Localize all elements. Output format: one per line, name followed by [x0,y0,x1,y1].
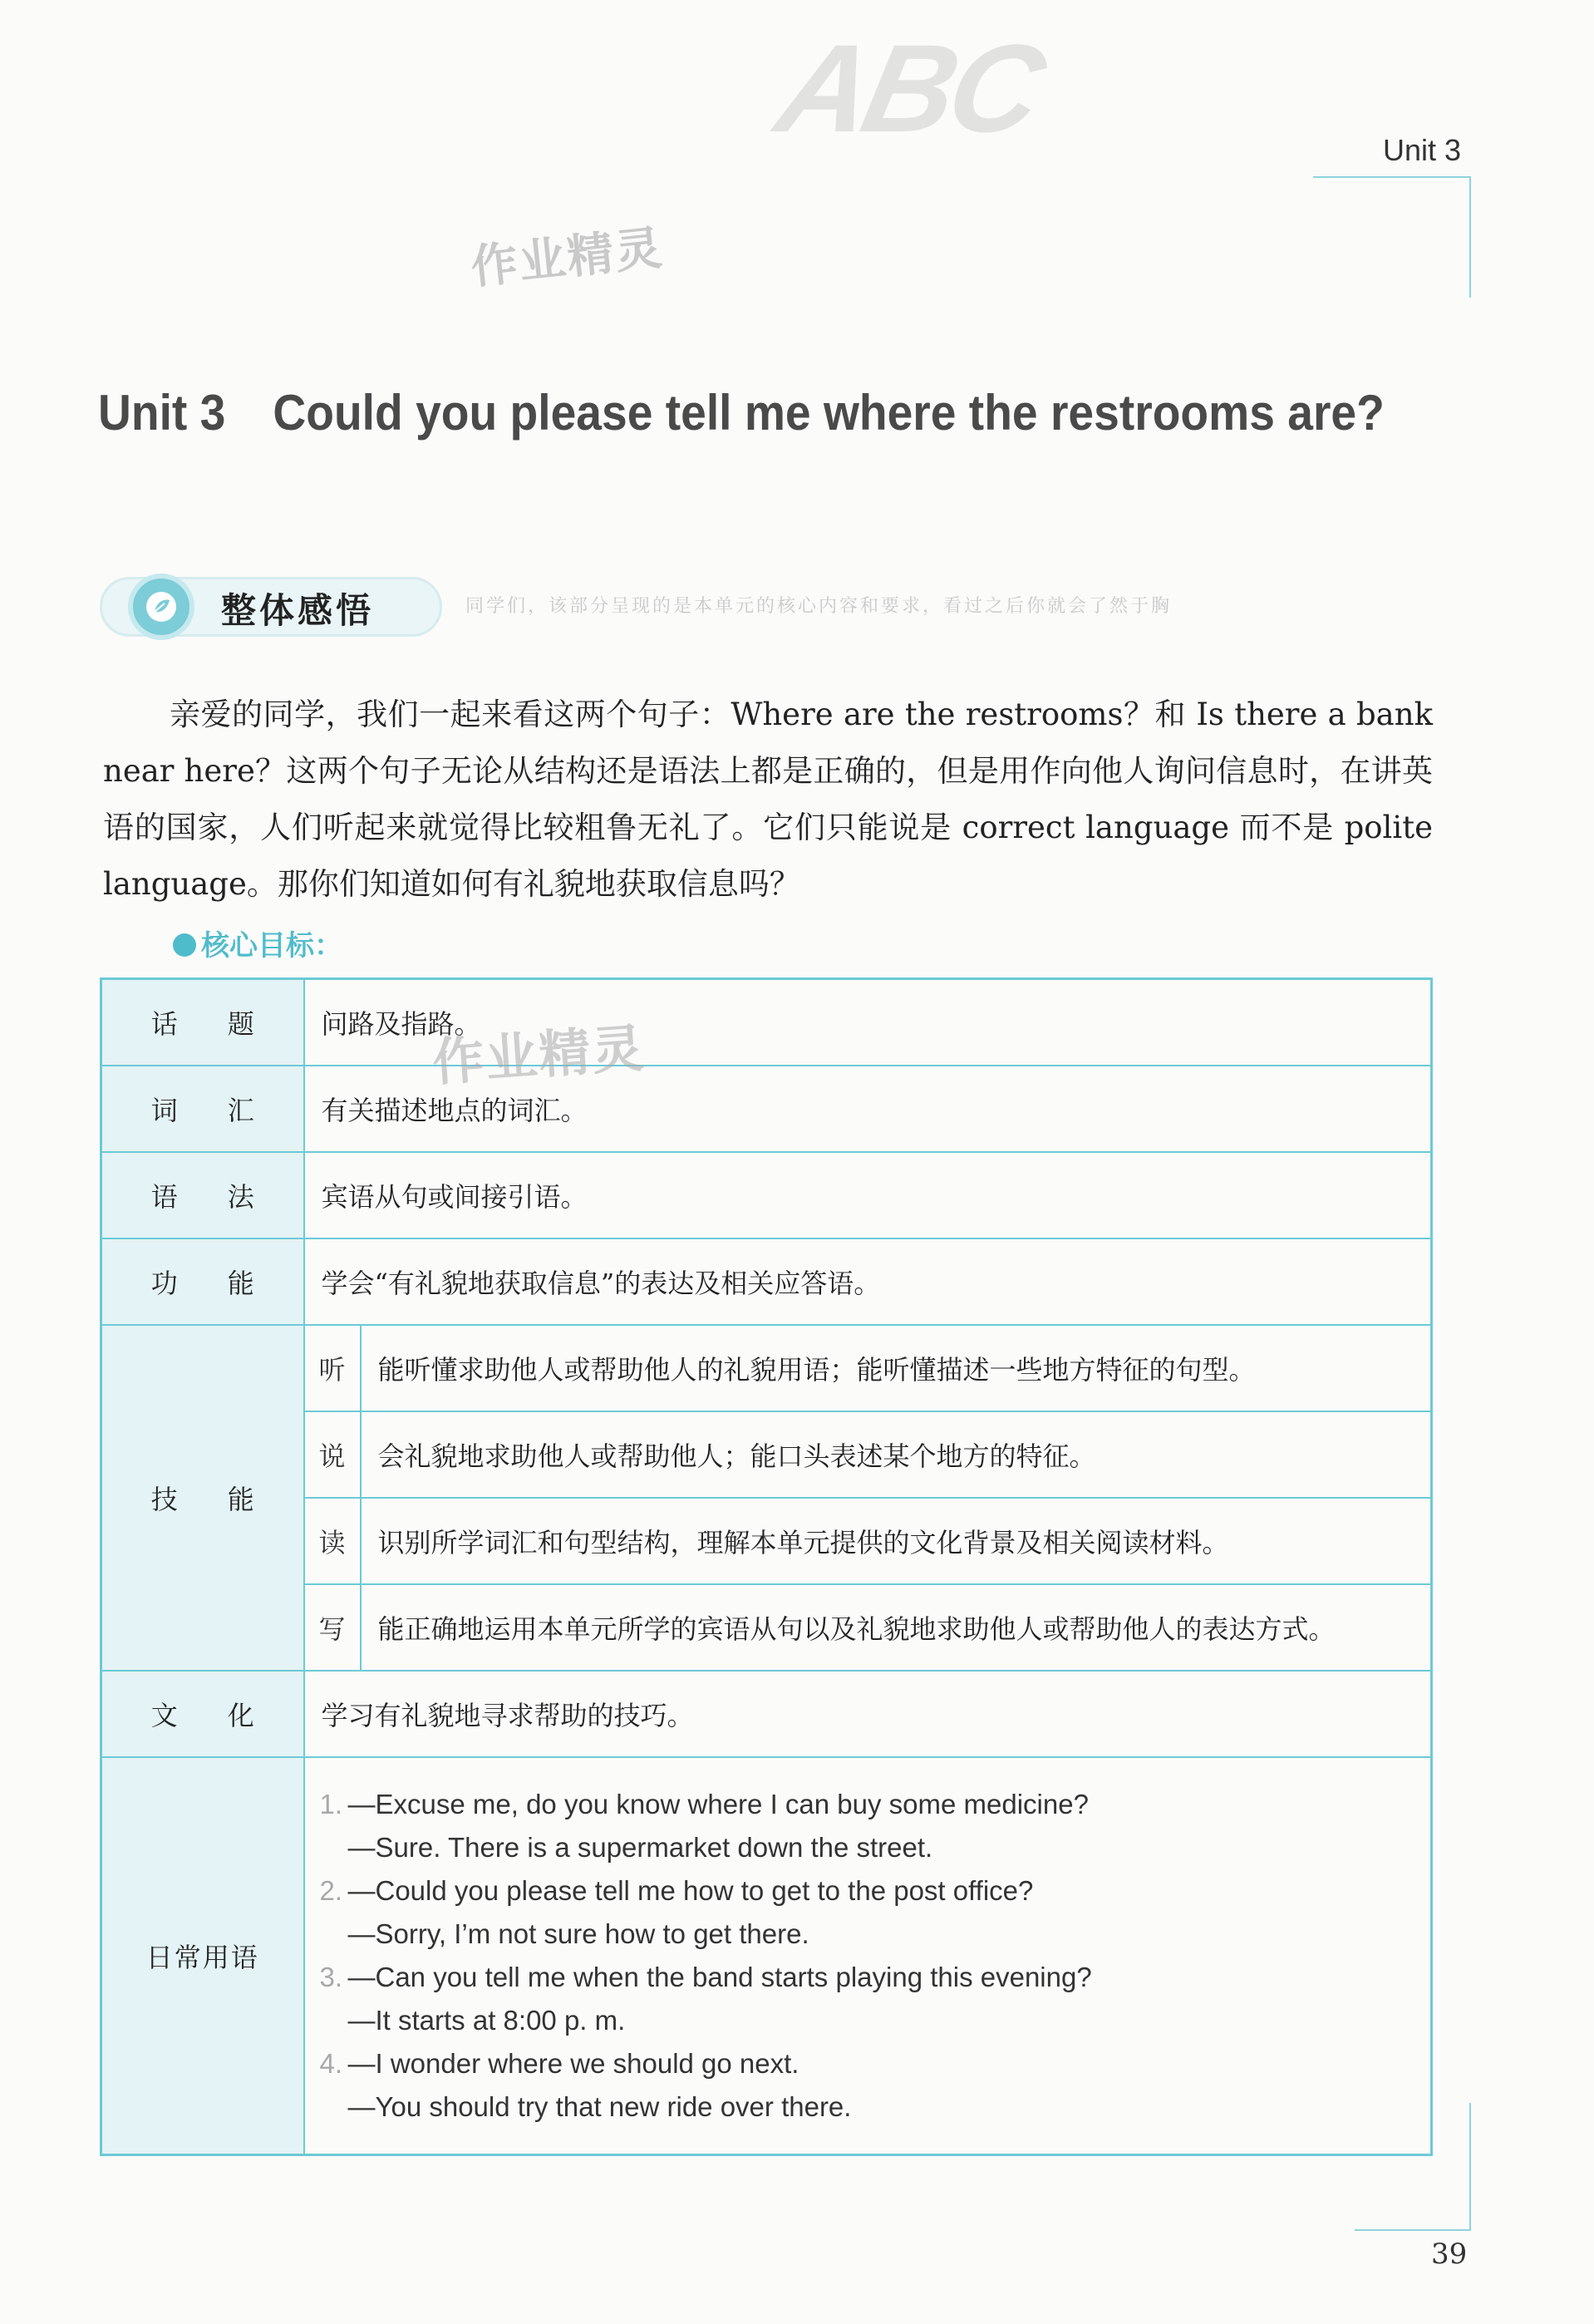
page-number: 39 [1431,2238,1468,2271]
footer-rule-vertical [1469,2103,1471,2231]
row-header-vocab: 词汇 [101,1066,304,1152]
row-header-skills: 技能 [101,1325,304,1671]
intro-paragraph [103,687,1433,913]
culture-value: 学习有礼貌地寻求帮助的技巧。 [304,1671,1432,1757]
dialogue-question: 2. —Could you please tell me how to get to the post office? [319,1874,1034,1906]
table-row [101,1152,1432,1238]
skill-reading-key: 读 [304,1498,361,1584]
skill-reading-value: 识别所学词汇和句型结构，理解本单元提供的文化背景及相关阅读材料。 [361,1498,1432,1584]
row-header-topic: 话题 [101,979,304,1066]
row-header-grammar: 语法 [101,1152,304,1238]
watermark: 作业精灵 [468,221,667,295]
row-header-function: 功能 [101,1238,304,1325]
daily-expressions [304,1757,1432,2155]
skill-speaking-key: 说 [304,1411,361,1498]
table-row [101,1671,1432,1757]
topic-value: 问路及指路。 [304,979,1432,1066]
skill-speaking-value: 会礼貌地求助他人或帮助他人；能口头表述某个地方的特征。 [361,1411,1432,1498]
section-note: 同学们，该部分呈现的是本单元的核心内容和要求，看过之后你就会了然于胸 [465,596,1173,617]
dialogue-answer: —You should try that new ride over there. [347,2090,852,2122]
dialogue-answer: —Sure. There is a supermarket down the street. [347,1831,933,1863]
table-row [101,1066,1432,1152]
dialogue-answer: —Sorry, I’m not sure how to get there. [347,1918,809,1949]
skill-listening-key: 听 [304,1325,361,1411]
header-rule [1313,176,1471,178]
table-row [101,979,1432,1066]
skill-writing-value: 能正确地运用本单元所学的宾语从句以及礼貌地求助他人或帮助他人的表达方式。 [361,1584,1432,1671]
section-badge [100,574,449,640]
table-row [101,1325,1432,1411]
unit-title-text: Could you please tell me where the restrooms are? [273,385,1385,441]
unit-label: Unit 3 [98,385,226,441]
dialogue-answer: —It starts at 8:00 p. m. [347,2004,626,2036]
header-rule-vertical [1469,176,1471,298]
dialogue-question: 3. —Can you tell me when the band starts playing this evening? [319,1961,1092,1992]
row-header-daily: 日常用语 [101,1757,304,2155]
row-header-culture: 文化 [101,1671,304,1757]
skill-listening-value: 能听懂求助他人或帮助他人的礼貌用语；能听懂描述一些地方特征的句型。 [361,1325,1432,1411]
core-goal-heading [173,923,342,963]
table-row [101,1757,1432,2155]
dialogue-question: 4. —I wonder where we should go next. [319,2047,799,2079]
section-title: 整体感悟 [221,590,375,631]
table-row [101,1238,1432,1325]
dialogue-question: 1. —Excuse me, do you know where I can buy some medicine? [319,1788,1089,1819]
function-value: 学会“有礼貌地获取信息”的表达及相关应答语。 [304,1238,1432,1325]
bullet-dot-icon [173,933,196,957]
vocab-value: 有关描述地点的词汇。 [304,1066,1432,1152]
watermark: 作业精灵 [430,1017,647,1093]
footer-rule [1355,2229,1471,2231]
intro-text: 亲爱的同学，我们一起来看这两个句子：Where are the restrooms？和 Is there a bank near here？这两个句子无论从结构还是语法上都是正确的，但是用作向他人询问信息时，在讲英语的国家，人们听起来就觉得比较粗鲁无礼了。它们只能说是 correct language 而不是 polite language。那你们知道如何有礼貌地获取信息吗？ [103,697,1433,902]
header-decoration: ABC [766,18,1051,158]
leaf-icon [128,574,194,640]
core-goal-table [100,977,1433,2156]
core-goal-label: 核心目标： [201,929,342,963]
page-title [98,384,1385,441]
running-head: Unit 3 [1383,133,1462,167]
skill-writing-key: 写 [304,1584,361,1671]
grammar-value: 宾语从句或间接引语。 [304,1152,1432,1238]
